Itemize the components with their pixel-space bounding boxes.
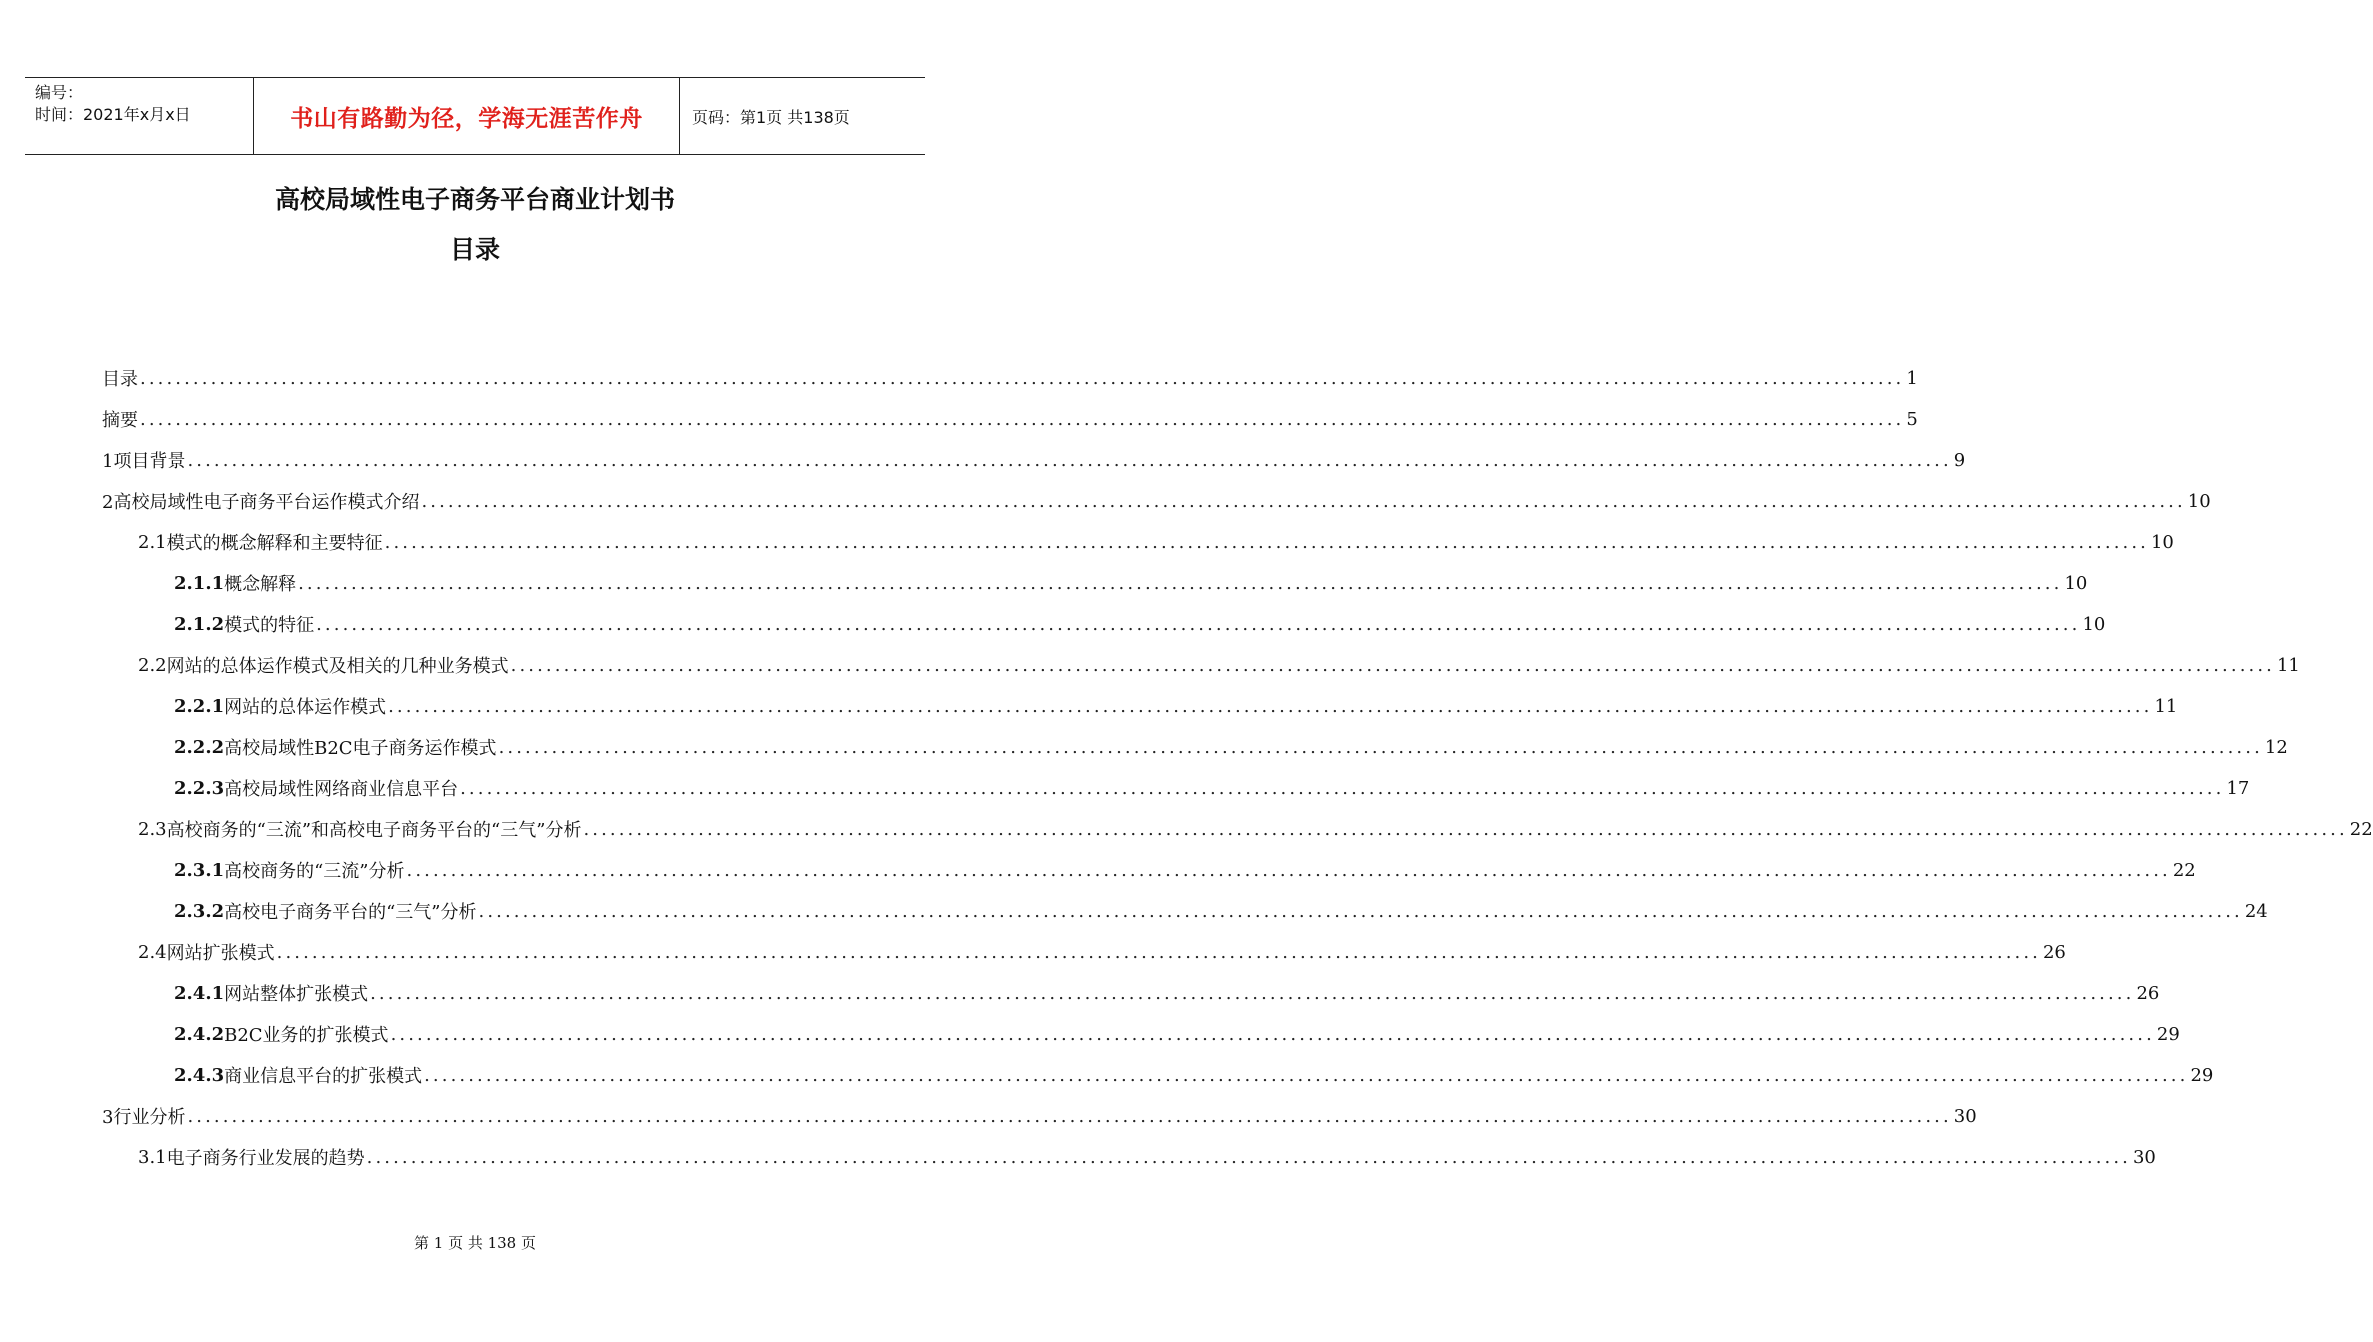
toc-leader: ........................................................................................................................................................................................................ <box>583 818 2348 840</box>
toc-leader: ........................................................................................................................................................................................................ <box>384 531 2149 553</box>
toc-entry[interactable] <box>174 686 2178 726</box>
toc-section-number: 2.2.1 <box>174 695 225 717</box>
toc-entry-label: 电子商务行业发展的趋势 <box>166 1148 365 1169</box>
toc-page-number: 10 <box>2082 613 2106 635</box>
toc-section-number: 2.2.2 <box>174 736 225 758</box>
toc-entry[interactable] <box>174 850 2196 890</box>
toc-page-number: 12 <box>2264 736 2288 758</box>
toc-leader: ........................................................................................................................................................................................................ <box>424 1064 2189 1086</box>
toc-entry-label: 1项目背景 <box>102 451 186 472</box>
toc-section-number: 2.4.3 <box>174 1064 225 1086</box>
toc-page-number: 17 <box>2226 777 2250 799</box>
toc-entry-label: 商业信息平台的扩张模式 <box>224 1066 423 1087</box>
toc-page-number: 26 <box>2042 941 2066 963</box>
toc-section-number: 2.1.1 <box>174 572 225 594</box>
toc-entry-label: 3行业分析 <box>102 1107 186 1128</box>
toc-section-number: 2.1.2 <box>174 613 225 635</box>
toc-section-number: 2.2.3 <box>174 777 225 799</box>
toc-entry-label: 2高校局域性电子商务平台运作模式介绍 <box>102 492 420 513</box>
toc-entry-label: 模式的特征 <box>224 615 315 636</box>
page-footer: 第 1 页 共 138 页 <box>413 1234 536 1252</box>
toc-leader: ........................................................................................................................................................................................................ <box>406 859 2171 881</box>
toc-leader: ........................................................................................................................................................................................................ <box>460 777 2225 799</box>
toc-section-number: 2.3 <box>138 818 167 840</box>
toc-entry[interactable] <box>174 604 2106 644</box>
toc-page-number: 24 <box>2244 900 2268 922</box>
toc-section-number: 2.3.2 <box>174 900 225 922</box>
toc-leader: ........................................................................................................................................................................................................ <box>298 572 2063 594</box>
toc-entry-label: B2C业务的扩张模式 <box>224 1025 389 1046</box>
toc-leader: ........................................................................................................................................................................................................ <box>421 490 2186 512</box>
toc-section-number: 2.2 <box>138 654 167 676</box>
toc-entry[interactable] <box>174 891 2268 931</box>
serial-label: 编号： <box>35 83 84 102</box>
toc-entry[interactable] <box>174 973 2160 1013</box>
toc-page-number: 1 <box>1906 367 1918 389</box>
toc-entry[interactable] <box>102 1096 1977 1136</box>
toc-entry[interactable] <box>174 1055 2214 1095</box>
toc-page-number: 30 <box>2132 1146 2156 1168</box>
toc-leader: ........................................................................................................................................................................................................ <box>498 736 2263 758</box>
toc-entry-label: 高校局域性B2C电子商务运作模式 <box>224 738 497 759</box>
toc-page-number: 11 <box>2276 654 2300 676</box>
toc-page-number: 5 <box>1906 408 1918 430</box>
toc-heading: 目录 <box>449 235 500 264</box>
header-page-info: 页码：第1页 共138页 <box>692 107 850 127</box>
toc-page-number: 26 <box>2136 982 2160 1004</box>
toc-page-number: 22 <box>2349 818 2373 840</box>
toc-page-number: 11 <box>2154 695 2178 717</box>
toc-section-number: 2.3.1 <box>174 859 225 881</box>
toc-entry-label: 网站的总体运作模式及相关的几种业务模式 <box>166 656 509 677</box>
toc-entry[interactable] <box>138 809 2373 849</box>
toc-page-number: 10 <box>2187 490 2211 512</box>
toc-entry[interactable] <box>138 522 2174 562</box>
toc-leader: ........................................................................................................................................................................................................ <box>140 367 1905 389</box>
toc-leader: ........................................................................................................................................................................................................ <box>187 449 1952 471</box>
toc-page-number: 9 <box>1953 449 1966 471</box>
toc-leader: ........................................................................................................................................................................................................ <box>187 1105 1952 1127</box>
toc-entry[interactable] <box>174 727 2288 767</box>
toc-entry[interactable] <box>138 932 2066 972</box>
toc-entry[interactable] <box>174 1014 2180 1054</box>
toc-entry-label: 概念解释 <box>224 574 297 595</box>
toc-leader: ........................................................................................................................................................................................................ <box>316 613 2081 635</box>
toc-page-number: 10 <box>2064 572 2088 594</box>
toc-page-number: 10 <box>2150 531 2174 553</box>
toc-page-number: 22 <box>2172 859 2196 881</box>
toc-leader: ........................................................................................................................................................................................................ <box>510 654 2275 676</box>
toc-leader: ........................................................................................................................................................................................................ <box>276 941 2041 963</box>
toc-entry-label: 摘要 <box>102 410 138 431</box>
toc-section-number: 2.4.1 <box>174 982 225 1004</box>
toc-section-number: 2.1 <box>138 531 167 553</box>
header-motto: 书山有路勤为径，学海无涯苦作舟 <box>254 78 680 154</box>
time-label: 时间：2021年x月x日 <box>35 105 191 124</box>
toc-page-number: 29 <box>2156 1023 2180 1045</box>
toc-leader: ........................................................................................................................................................................................................ <box>370 982 2135 1004</box>
toc-section-number: 2.4 <box>138 941 167 963</box>
toc-page-number: 29 <box>2190 1064 2214 1086</box>
toc-entry-label: 目录 <box>102 369 138 390</box>
toc-section-number: 2.4.2 <box>174 1023 225 1045</box>
toc-entry-label: 高校商务的“三流”分析 <box>224 861 405 882</box>
toc-leader: ........................................................................................................................................................................................................ <box>140 408 1905 430</box>
toc-entry[interactable] <box>102 481 2211 521</box>
toc-entry-label: 模式的概念解释和主要特征 <box>166 533 383 554</box>
toc-leader: ........................................................................................................................................................................................................ <box>366 1146 2131 1168</box>
toc-entry[interactable] <box>102 440 1966 480</box>
toc-leader: ........................................................................................................................................................................................................ <box>390 1023 2155 1045</box>
toc-entry-label: 高校局域性网络商业信息平台 <box>224 779 459 800</box>
toc-leader: ........................................................................................................................................................................................................ <box>478 900 2243 922</box>
toc-entry[interactable] <box>174 563 2088 603</box>
toc-entry[interactable] <box>102 399 1918 439</box>
toc-section-number: 3.1 <box>138 1146 167 1168</box>
toc-entry[interactable] <box>102 358 1918 398</box>
page-header <box>25 77 925 155</box>
toc-entry-label: 网站的总体运作模式 <box>224 697 387 718</box>
document-title: 高校局域性电子商务平台商业计划书 <box>274 185 675 214</box>
toc-entry-label: 高校电子商务平台的“三气”分析 <box>224 902 477 923</box>
toc-entry[interactable] <box>138 1137 2156 1177</box>
toc-entry-label: 网站整体扩张模式 <box>224 984 369 1005</box>
toc-entry[interactable] <box>174 768 2250 808</box>
toc-page-number: 30 <box>1953 1105 1977 1127</box>
toc-leader: ........................................................................................................................................................................................................ <box>388 695 2153 717</box>
toc-entry[interactable] <box>138 645 2300 685</box>
toc-entry-label: 网站扩张模式 <box>166 943 275 964</box>
toc-entry-label: 高校商务的“三流”和高校电子商务平台的“三气”分析 <box>166 820 582 841</box>
header-meta <box>25 78 254 154</box>
